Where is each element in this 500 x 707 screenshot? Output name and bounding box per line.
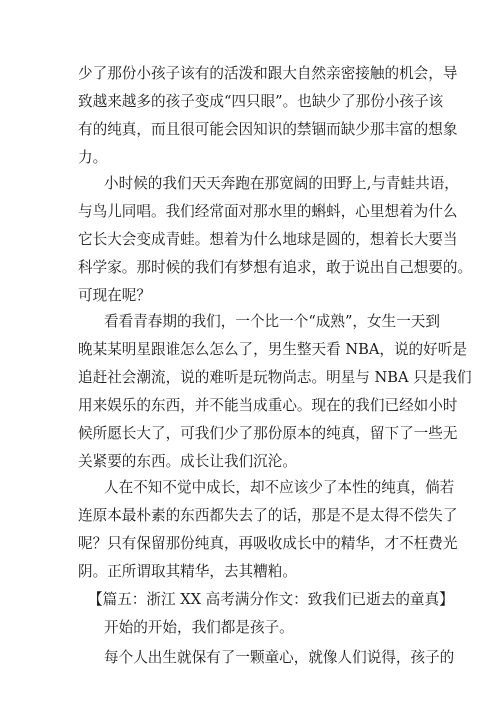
text-line: 用来娱乐的东西，并不能当成重心。现在的我们已经如小时 <box>78 397 458 414</box>
text-line: 晚某某明星跟谁怎么怎么了，男生整天看 NBA，说的好听是 <box>78 341 467 358</box>
text-line: 力。 <box>78 149 108 166</box>
text-line: 关紧要的东西。成长让我们沉沦。 <box>78 453 297 470</box>
text-line: 看看青春期的我们，一个比一个“成熟”，女生一天到 <box>104 313 440 330</box>
section-heading: 【篇五：浙江 XX 高考满分作文：致我们已逝去的童真】 <box>88 591 454 608</box>
text-line: 致越来越多的孩子变成“四只眼”。也缺少了那份小孩子该 <box>78 93 444 110</box>
text-line: 追赶社会潮流，说的难听是玩物尚志。明星与 NBA 只是我们 <box>78 369 472 386</box>
text-line: 小时候的我们天天奔跑在那宽阔的田野上,与青蛙共语， <box>104 175 459 192</box>
text-line: 可现在呢？ <box>78 287 151 304</box>
text-line: 有的纯真，而且很可能会因知识的禁锢而缺少那丰富的想象 <box>78 121 458 138</box>
text-line: 每个人出生就保有了一颗童心，就像人们说得，孩子的 <box>104 649 455 666</box>
text-line: 它长大会变成青蛙。想着为什么地球是圆的，想着长大要当 <box>78 231 458 248</box>
text-line: 呢？只有保留那份纯真，再吸收成长中的精华，才不枉费光 <box>78 535 458 552</box>
text-line: 与鸟儿同唱。我们经常面对那水里的蝌蚪，心里想着为什么 <box>78 203 458 220</box>
text-line: 开始的开始，我们都是孩子。 <box>104 619 294 636</box>
text-line: 阴。正所谓取其精华，去其糟粕。 <box>78 563 297 580</box>
text-line: 科学家。那时候的我们有梦想有追求，敢于说出自己想要的。 <box>78 259 473 276</box>
text-line: 人在不知不觉中成长，却不应该少了本性的纯真，倘若 <box>104 479 455 496</box>
text-line: 连原本最朴素的东西都失去了的话，那是不是太得不偿失了 <box>78 507 458 524</box>
text-line: 少了那份小孩子该有的活泼和跟大自然亲密接触的机会，导 <box>78 65 458 82</box>
text-line: 候所愿长大了，可我们少了那份原本的纯真，留下了一些无 <box>78 425 458 442</box>
